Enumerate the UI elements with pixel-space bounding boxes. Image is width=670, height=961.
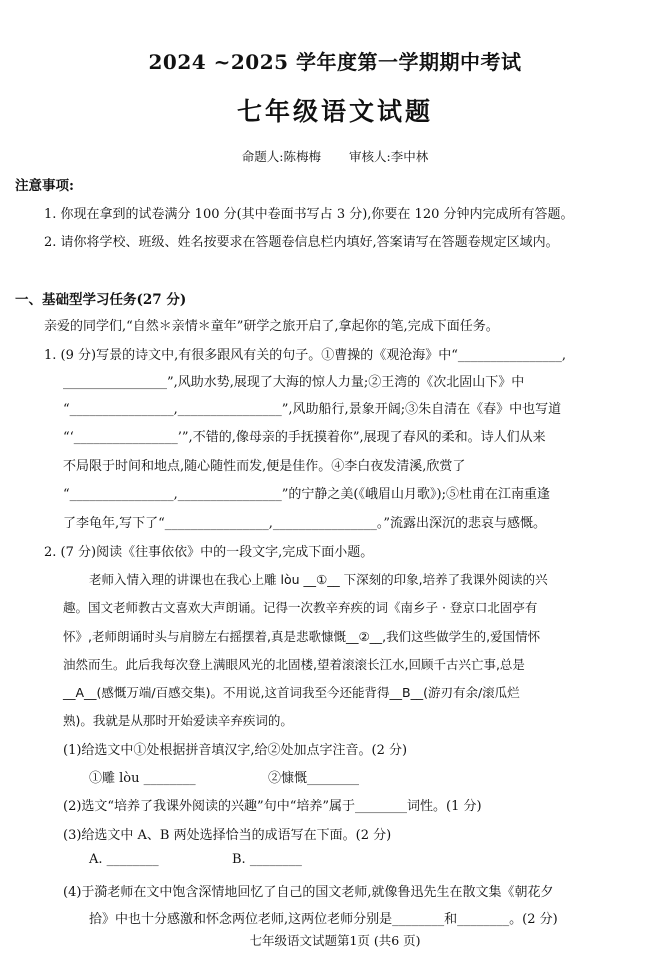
sub-question-2: (2)选文“培养了我课外阅读的兴趣”句中“培养”属于________词性。(1 分) — [63, 799, 482, 814]
q1-line: 1. (9 分)写景的诗文中,有很多跟风有关的句子。①曹操的《观沧海》中“________________, — [44, 348, 566, 363]
authors-line — [0, 147, 670, 165]
sub1-answer-b: ②慷慨________ — [268, 771, 360, 786]
page-footer: 七年级语文试题第1页 (共6 页) — [249, 933, 421, 948]
sub3-answer-b: B. ________ — [232, 852, 302, 867]
paper-title: 七年级语文试题 — [236, 97, 433, 126]
exam-title: 2024 ~2025 学年度第一学期期中考试 — [148, 50, 522, 74]
q1-line: 了李龟年,写下了“________________,________________。”流露出深沉的悲哀与感慨。 — [63, 516, 547, 531]
sub-question-4: 拾》中也十分感激和怀念两位老师,这两位老师分别是________和________。(2 分) — [89, 912, 558, 927]
q1-line: 不局限于时间和地点,随心随性而发,便是佳作。④李白夜发清溪,欣赏了 — [63, 459, 466, 474]
q1-line: “________________,________________”的宁静之美(《峨眉山月歌》);⑤杜甫在江南重逢 — [63, 487, 550, 502]
section-intro: 亲爱的同学们,“自然＊亲情＊童年”研学之旅开启了,拿起你的笔,完成下面任务。 — [44, 319, 499, 334]
setter: 命题人:陈梅梅 — [241, 149, 321, 164]
q1-line: “________________,________________”,风助船行,景象开阔;③朱自清在《春》中也写道 — [63, 402, 562, 417]
sub-question-3: (3)给选文中 A、B 两处选择恰当的成语写在下面。(2 分) — [63, 828, 392, 843]
sub-question-4: (4)于漪老师在文中饱含深情地回忆了自己的国文老师,就像鲁迅先生在散文集《朝花夕 — [63, 885, 554, 900]
passage-line: 油然而生。此后我每次登上满眼风光的北固楼,望着滚滚长江水,回顾千古兴亡事,总是 — [63, 657, 525, 672]
passage-line: 熟)。我就是从那时开始爱读辛弃疾词的。 — [63, 713, 293, 728]
q1-line: ________________”,风助水势,展现了大海的惊人力量;②王湾的《次北固山下》中 — [63, 375, 525, 390]
note-item: 1. 你现在拿到的试卷满分 100 分(其中卷面书写占 3 分),你要在 120 分钟内完成所有答题。 — [44, 207, 574, 222]
sub3-answer-a: A. ________ — [89, 852, 159, 867]
section-heading: 一、基础型学习任务(27 分) — [15, 292, 187, 308]
sub-question-1: (1)给选文中①处根据拼音填汉字,给②处加点字注音。(2 分) — [63, 743, 408, 758]
passage-line: 趣。国文老师教古文喜欢大声朗诵。记得一次教辛弃疾的词《南乡子 · 登京口北固亭有 — [63, 600, 538, 615]
passage-line: __A__(感慨万端/百感交集)。不用说,这首词我至今还能背得__B__(游刃有余/滚瓜烂 — [63, 685, 520, 700]
note-item: 2. 请你将学校、班级、姓名按要求在答题卷信息栏内填好,答案请写在答题卷规定区域内。 — [44, 235, 559, 250]
reviewer: 审核人:李中林 — [348, 149, 429, 164]
q2-intro: 2. (7 分)阅读《往事依依》中的一段文字,完成下面小题。 — [44, 545, 374, 560]
notes-heading: 注意事项: — [15, 178, 74, 194]
passage-line: 怀》,老师朗诵时头与肩膀左右摇摆着,真是悲歌慷慨__②__,我们这些做学生的,爱国情怀 — [63, 629, 541, 644]
sub1-answer-a: ①雕 lòu ________ — [89, 771, 196, 786]
q1-line: “‘________________’”,不错的,像母亲的手抚摸着你”,展现了春风的柔和。诗人们从来 — [63, 430, 546, 445]
passage-line: 老师入情入理的讲课也在我心上雕 lòu __①__ 下深刻的印象,培养了我课外阅读的兴 — [89, 572, 548, 587]
